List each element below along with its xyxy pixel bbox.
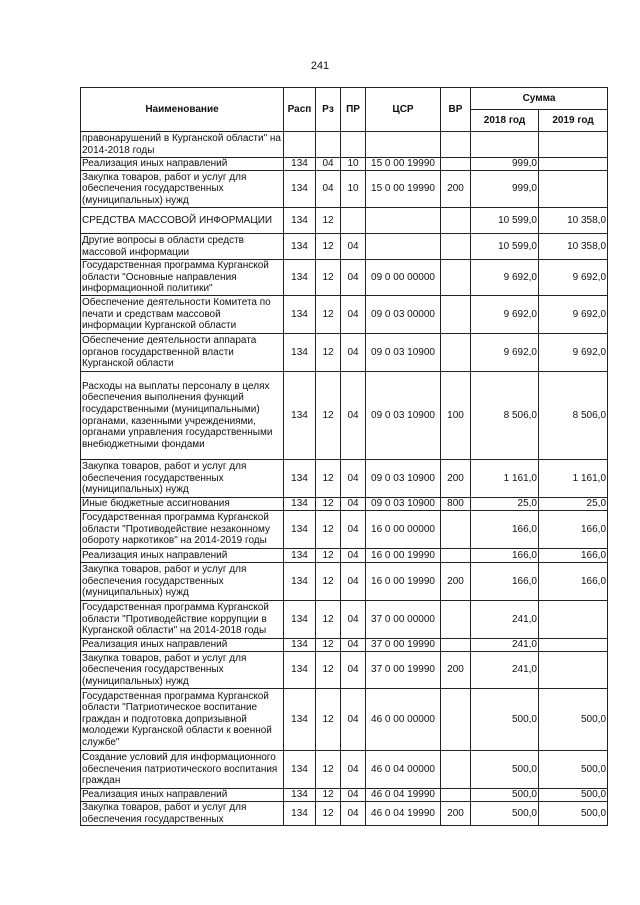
table-row [81,751,608,789]
cell-sum-2019: 9 692,0 [539,334,608,372]
cell-rz: 12 [316,372,341,460]
cell-sum-2019: 9 692,0 [539,260,608,296]
cell-sum-2019: 25,0 [539,498,608,511]
cell-pr: 04 [341,334,366,372]
cell-rz: 04 [316,158,341,171]
cell-rasp: 134 [284,639,316,652]
cell-pr: 04 [341,789,366,802]
cell-csr [366,208,441,234]
cell-name: Закупка товаров, работ и услуг для обеспечения государственных [81,802,284,826]
cell-vr: 200 [441,802,471,826]
table-row [81,639,608,652]
cell-rz: 12 [316,652,341,689]
cell-sum-2019: 1 161,0 [539,460,608,498]
table-body [81,132,608,826]
header-vr: ВР [441,88,471,132]
cell-sum-2018: 9 692,0 [471,296,539,334]
cell-sum-2018: 1 161,0 [471,460,539,498]
cell-sum-2018: 9 692,0 [471,260,539,296]
page-number: 241 [310,60,330,72]
cell-rz: 12 [316,802,341,826]
cell-csr: 46 0 04 19990 [366,802,441,826]
cell-rasp: 134 [284,601,316,639]
cell-vr [441,158,471,171]
cell-rz: 12 [316,601,341,639]
cell-rasp: 134 [284,208,316,234]
cell-rz: 12 [316,639,341,652]
cell-sum-2018: 10 599,0 [471,208,539,234]
cell-sum-2019 [539,171,608,208]
cell-pr: 04 [341,260,366,296]
cell-sum-2018: 8 506,0 [471,372,539,460]
cell-sum-2019 [539,601,608,639]
cell-csr: 09 0 03 10900 [366,372,441,460]
cell-pr: 04 [341,639,366,652]
cell-vr: 100 [441,372,471,460]
header-year-2018: 2018 год [471,110,539,132]
cell-csr: 09 0 00 00000 [366,260,441,296]
cell-vr [441,789,471,802]
cell-vr [441,208,471,234]
cell-rz: 12 [316,260,341,296]
cell-rasp [284,132,316,158]
cell-sum-2019: 500,0 [539,802,608,826]
cell-csr: 37 0 00 19990 [366,652,441,689]
cell-name: Государственная программа Курганской области "Противодействие незаконному обороту наркотиков" на 2014-2019 годы [81,511,284,549]
cell-name: Закупка товаров, работ и услуг для обеспечения государственных (муниципальных) нужд [81,171,284,208]
cell-name: Государственная программа Курганской области "Патриотическое воспитание граждан и подготовка допризывной молодежи Курганской области к военной службе" [81,689,284,751]
cell-rasp: 134 [284,460,316,498]
header-sum: Сумма [471,88,608,110]
cell-pr: 04 [341,802,366,826]
cell-sum-2018: 166,0 [471,563,539,601]
cell-rz: 12 [316,689,341,751]
cell-rz: 12 [316,498,341,511]
cell-name: Иные бюджетные ассигнования [81,498,284,511]
cell-rasp: 134 [284,372,316,460]
table-row [81,511,608,549]
cell-pr: 04 [341,498,366,511]
cell-name: Реализация иных направлений [81,158,284,171]
cell-sum-2018: 500,0 [471,751,539,789]
cell-sum-2018: 25,0 [471,498,539,511]
cell-sum-2018: 500,0 [471,689,539,751]
cell-sum-2019 [539,158,608,171]
cell-vr [441,601,471,639]
cell-vr [441,549,471,563]
cell-vr: 200 [441,171,471,208]
table-row [81,460,608,498]
cell-name: правонарушений в Курганской области" на 2014-2018 годы [81,132,284,158]
cell-pr: 04 [341,652,366,689]
cell-vr [441,234,471,260]
table-row [81,549,608,563]
cell-name: Обеспечение деятельности аппарата органов государственной власти Курганской области [81,334,284,372]
cell-csr: 09 0 03 10900 [366,498,441,511]
cell-csr [366,132,441,158]
table-row [81,208,608,234]
cell-csr: 37 0 00 19990 [366,639,441,652]
cell-pr: 04 [341,296,366,334]
table-row [81,171,608,208]
table-row [81,158,608,171]
cell-rz: 12 [316,234,341,260]
cell-pr: 04 [341,563,366,601]
cell-rasp: 134 [284,751,316,789]
budget-table [80,87,608,826]
table-row [81,601,608,639]
cell-csr: 16 0 00 19990 [366,563,441,601]
cell-sum-2018: 10 599,0 [471,234,539,260]
cell-name: Обеспечение деятельности Комитета по печати и средствам массовой информации Курганской области [81,296,284,334]
cell-sum-2019: 9 692,0 [539,296,608,334]
cell-sum-2019 [539,652,608,689]
table-row [81,652,608,689]
cell-sum-2019 [539,132,608,158]
cell-rz: 12 [316,549,341,563]
cell-pr: 04 [341,460,366,498]
cell-rasp: 134 [284,652,316,689]
cell-rasp: 134 [284,158,316,171]
cell-rz: 12 [316,334,341,372]
table-row [81,234,608,260]
cell-rz: 12 [316,789,341,802]
cell-pr: 04 [341,372,366,460]
cell-rasp: 134 [284,563,316,601]
cell-sum-2018: 166,0 [471,511,539,549]
table-row [81,132,608,158]
cell-csr: 09 0 03 00000 [366,296,441,334]
table-row [81,372,608,460]
cell-sum-2019: 166,0 [539,549,608,563]
cell-sum-2019: 500,0 [539,689,608,751]
table-row [81,563,608,601]
cell-rz: 04 [316,171,341,208]
cell-rz: 12 [316,296,341,334]
cell-rz: 12 [316,563,341,601]
cell-rasp: 134 [284,689,316,751]
cell-pr: 10 [341,158,366,171]
cell-rasp: 134 [284,498,316,511]
cell-vr [441,132,471,158]
cell-vr: 200 [441,460,471,498]
cell-pr: 04 [341,511,366,549]
cell-sum-2018: 9 692,0 [471,334,539,372]
cell-name: Закупка товаров, работ и услуг для обеспечения государственных (муниципальных) нужд [81,652,284,689]
cell-csr: 16 0 00 19990 [366,549,441,563]
cell-name: Государственная программа Курганской области "Основные направления информационной политики" [81,260,284,296]
table-header [81,88,608,132]
cell-vr [441,511,471,549]
cell-rasp: 134 [284,234,316,260]
cell-pr: 04 [341,689,366,751]
cell-vr [441,296,471,334]
cell-sum-2018: 500,0 [471,802,539,826]
cell-csr: 09 0 03 10900 [366,334,441,372]
cell-pr: 04 [341,234,366,260]
cell-csr: 15 0 00 19990 [366,171,441,208]
cell-pr: 10 [341,171,366,208]
cell-sum-2018 [471,132,539,158]
cell-pr [341,208,366,234]
table-row [81,498,608,511]
cell-rasp: 134 [284,802,316,826]
cell-name: Другие вопросы в области средств массовой информации [81,234,284,260]
cell-vr: 800 [441,498,471,511]
cell-name: Реализация иных направлений [81,549,284,563]
cell-pr: 04 [341,549,366,563]
cell-csr: 46 0 04 00000 [366,751,441,789]
cell-vr: 200 [441,652,471,689]
header-pr: ПР [341,88,366,132]
cell-rz: 12 [316,460,341,498]
cell-sum-2018: 166,0 [471,549,539,563]
cell-sum-2019: 500,0 [539,751,608,789]
cell-sum-2018: 999,0 [471,158,539,171]
cell-sum-2018: 241,0 [471,601,539,639]
cell-csr: 37 0 00 00000 [366,601,441,639]
cell-sum-2018: 241,0 [471,652,539,689]
cell-pr [341,132,366,158]
cell-rasp: 134 [284,789,316,802]
cell-csr: 09 0 03 10900 [366,460,441,498]
cell-name: Государственная программа Курганской области "Противодействие коррупции в Курганской области" на 2014-2018 годы [81,601,284,639]
cell-sum-2019: 166,0 [539,511,608,549]
cell-sum-2019: 500,0 [539,789,608,802]
table-row [81,689,608,751]
table-row [81,789,608,802]
cell-rasp: 134 [284,171,316,208]
cell-name: Закупка товаров, работ и услуг для обеспечения государственных (муниципальных) нужд [81,563,284,601]
cell-sum-2019 [539,639,608,652]
cell-name: Закупка товаров, работ и услуг для обеспечения государственных (муниципальных) нужд [81,460,284,498]
cell-name: СРЕДСТВА МАССОВОЙ ИНФОРМАЦИИ [81,208,284,234]
cell-name: Реализация иных направлений [81,789,284,802]
header-csr: ЦСР [366,88,441,132]
cell-rasp: 134 [284,511,316,549]
cell-csr: 46 0 04 19990 [366,789,441,802]
cell-sum-2019: 8 506,0 [539,372,608,460]
cell-csr [366,234,441,260]
table-row [81,334,608,372]
table-row [81,260,608,296]
cell-rasp: 134 [284,549,316,563]
table-row [81,802,608,826]
cell-sum-2019: 10 358,0 [539,234,608,260]
cell-rasp: 134 [284,260,316,296]
cell-vr [441,260,471,296]
table-row [81,296,608,334]
cell-pr: 04 [341,751,366,789]
cell-vr [441,334,471,372]
cell-sum-2018: 999,0 [471,171,539,208]
cell-name: Расходы на выплаты персоналу в целях обеспечения выполнения функций государственными (муниципальными) органами, казенными учреждениями, органами управления государственными внебюджетными фондами [81,372,284,460]
cell-vr [441,689,471,751]
cell-vr [441,751,471,789]
cell-pr: 04 [341,601,366,639]
cell-rasp: 134 [284,296,316,334]
cell-vr [441,639,471,652]
header-rasp: Расп [284,88,316,132]
cell-name: Реализация иных направлений [81,639,284,652]
cell-vr: 200 [441,563,471,601]
cell-rz: 12 [316,751,341,789]
cell-csr: 46 0 00 00000 [366,689,441,751]
cell-csr: 16 0 00 00000 [366,511,441,549]
cell-csr: 15 0 00 19990 [366,158,441,171]
header-rz: Рз [316,88,341,132]
cell-sum-2019: 166,0 [539,563,608,601]
cell-sum-2018: 241,0 [471,639,539,652]
cell-rasp: 134 [284,334,316,372]
header-year-2019: 2019 год [539,110,608,132]
header-name: Наименование [81,88,284,132]
cell-rz: 12 [316,208,341,234]
cell-sum-2018: 500,0 [471,789,539,802]
cell-rz: 12 [316,511,341,549]
cell-rz [316,132,341,158]
cell-sum-2019: 10 358,0 [539,208,608,234]
cell-name: Создание условий для информационного обеспечения патриотического воспитания граждан [81,751,284,789]
